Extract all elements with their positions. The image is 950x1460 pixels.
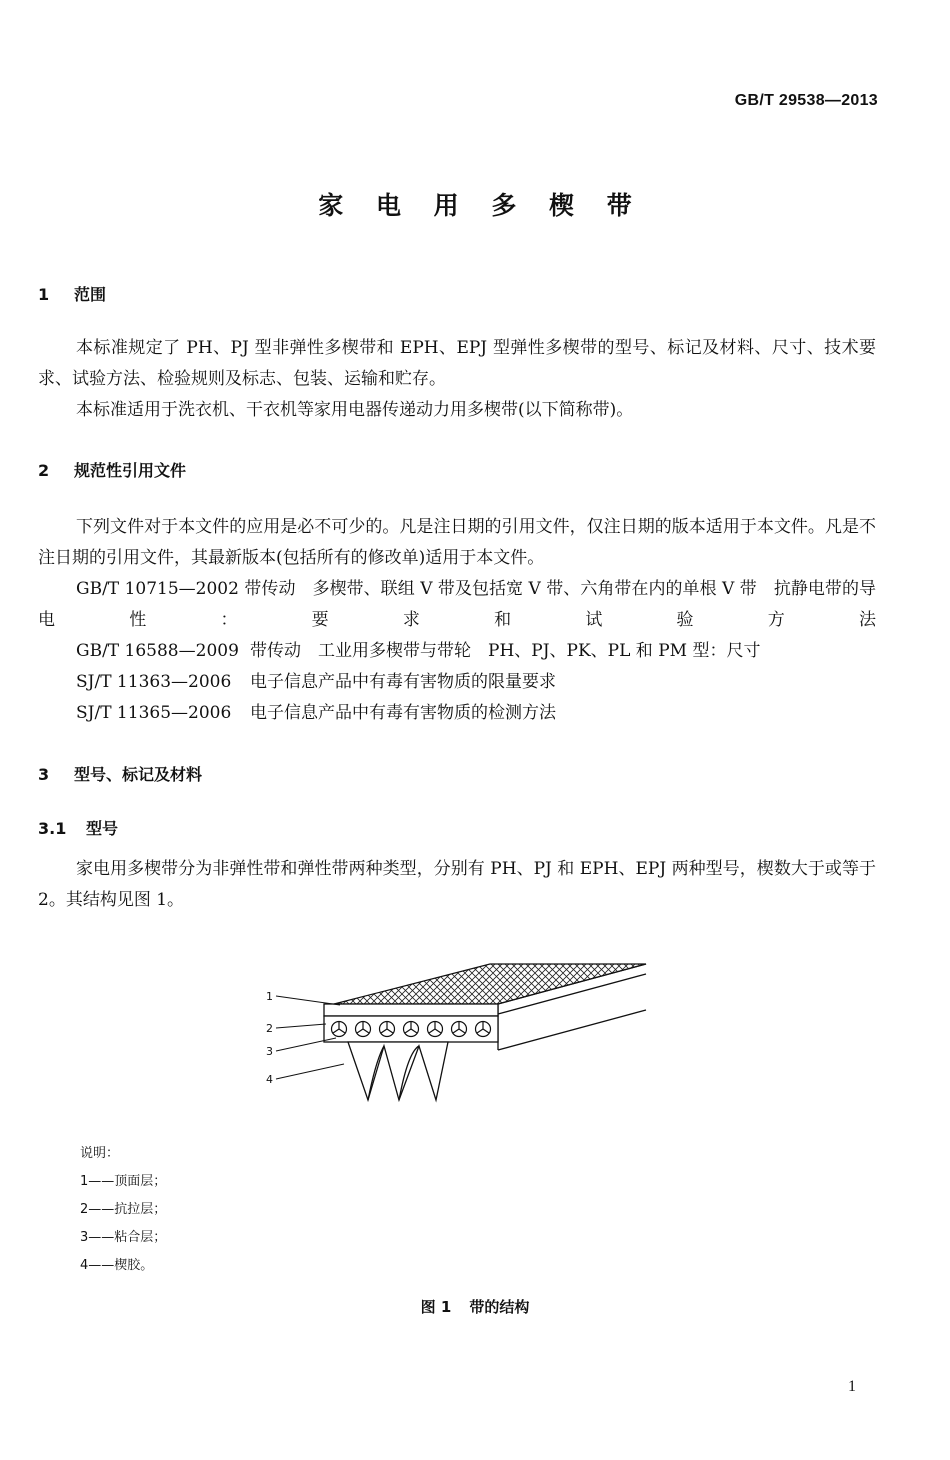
section-number: 3: [38, 765, 50, 784]
reference-item: [38, 667, 876, 698]
section-number: 1: [38, 285, 50, 304]
section-number: 3.1: [38, 819, 67, 838]
section-title: 规范性引用文件: [74, 461, 187, 480]
figure-caption: [0, 1296, 950, 1317]
legend-item: 2——抗拉层；: [80, 1202, 167, 1217]
section-2-body: [38, 512, 876, 729]
section-title: 范围: [74, 285, 107, 304]
callout-label-4: 4: [266, 1073, 273, 1086]
section-title: 型号、标记及材料: [74, 765, 203, 784]
paragraph: 下列文件对于本文件的应用是必不可少的。凡是注日期的引用文件，仅注日期的版本适用于本文件。凡是不注日期的引用文件，其最新版本(包括所有的修改单)适用于本文件。: [38, 517, 876, 568]
page-number: 1: [848, 1378, 856, 1395]
reference-code: GB/T 16588—2009: [76, 641, 239, 661]
belt-structure-figure: [262, 952, 662, 1122]
callout-label-3: 3: [266, 1045, 273, 1058]
reference-item: [38, 574, 876, 636]
section-2-heading: [38, 458, 186, 481]
reference-code: SJ/T 11365—2006: [76, 703, 232, 723]
reference-title: 带传动 多楔带、联组 V 带及包括宽 V 带、六角带在内的单根 V 带 抗静电带的导电性：要求和试验方法: [38, 579, 877, 630]
callout-labels: [266, 990, 273, 1086]
legend-title: 说明：: [80, 1146, 120, 1161]
reference-code: SJ/T 11363—2006: [76, 672, 232, 692]
paragraph: 本标准适用于洗衣机、干衣机等家用电器传递动力用多楔带(以下简称带)。: [76, 400, 634, 420]
section-3-heading: [38, 762, 202, 785]
reference-item: [38, 698, 876, 729]
belt-top-layer: [334, 964, 646, 1004]
document-title: 家 电 用 多 楔 带: [318, 191, 644, 220]
section-number: 2: [38, 461, 50, 480]
callout-label-1: 1: [266, 990, 273, 1003]
section-1-body: [38, 333, 876, 426]
figure-title: 带的结构: [469, 1298, 530, 1316]
section-3-1-body: [38, 854, 876, 916]
paragraph: 家电用多楔带分为非弹性带和弹性带两种类型，分别有 PH、PJ 和 EPH、EPJ 两种型号，楔数大于或等于 2。其结构见图 1。: [38, 859, 876, 910]
reference-item: [38, 636, 876, 667]
reference-code: GB/T 10715—2002: [76, 579, 239, 599]
section-title: 型号: [86, 819, 119, 838]
figure-legend: [80, 1140, 166, 1280]
wedge-ribs: [348, 1042, 448, 1100]
paragraph: 本标准规定了 PH、PJ 型非弹性多楔带和 EPH、EPJ 型弹性多楔带的型号、标记及材料、尺寸、技术要求、试验方法、检验规则及标志、包装、运输和贮存。: [38, 338, 876, 389]
reference-title: 电子信息产品中有毒有害物质的限量要求: [250, 672, 556, 692]
figure-number: 图 1: [420, 1298, 452, 1316]
section-3-1-heading: [38, 816, 118, 839]
legend-item: 4——楔胶。: [80, 1258, 154, 1273]
standard-code: GB/T 29538—2013: [734, 92, 878, 109]
legend-item: 3——粘合层；: [80, 1230, 167, 1245]
callout-label-2: 2: [266, 1022, 273, 1035]
reference-title: 电子信息产品中有毒有害物质的检测方法: [250, 703, 556, 723]
reference-title: 带传动 工业用多楔带与带轮 PH、PJ、PK、PL 和 PM 型：尺寸: [250, 641, 761, 661]
legend-item: 1——顶面层；: [80, 1174, 167, 1189]
section-1-heading: [38, 282, 106, 305]
